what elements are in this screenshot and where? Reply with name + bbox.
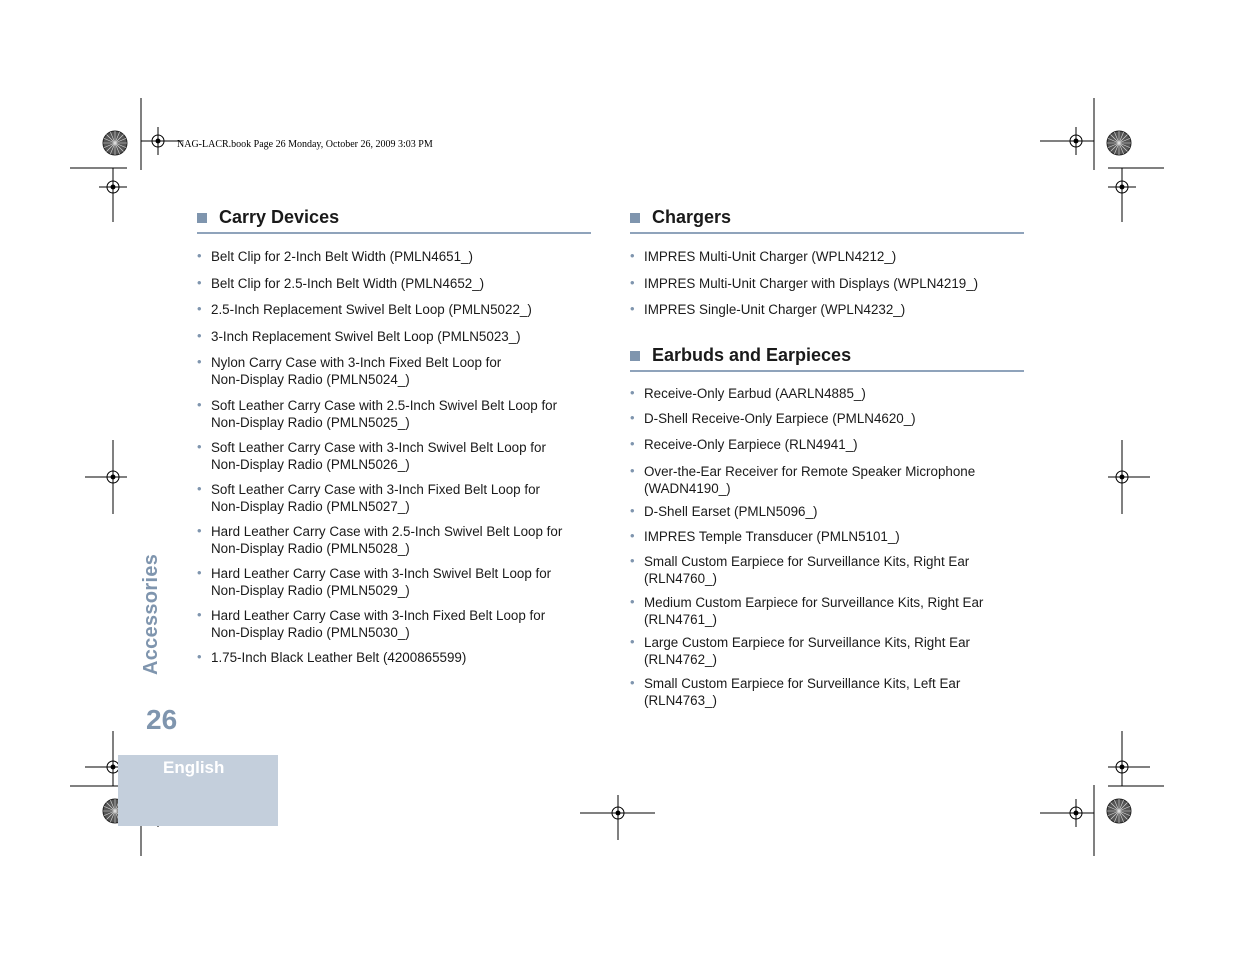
list-item (197, 276, 484, 293)
list-item-text: D-Shell Earset (PMLN5096_) (644, 504, 818, 519)
heading-square-icon (197, 213, 207, 223)
bullet-icon: • (630, 634, 635, 649)
list-item-text: Hard Leather Carry Case with 3-Inch Swivel Belt Loop for (211, 566, 552, 581)
bullet-icon: • (630, 503, 635, 518)
bullet-icon: • (197, 397, 202, 412)
list-item (630, 411, 916, 428)
list-item-text: Nylon Carry Case with 3-Inch Fixed Belt Loop for (211, 355, 502, 370)
list-item-text: Soft Leather Carry Case with 3-Inch Fixed Belt Loop for (211, 482, 540, 497)
list-item-text: (RLN4763_) (644, 692, 717, 708)
bullet-icon: • (630, 463, 635, 478)
bullet-icon: • (197, 248, 202, 263)
list-item-text: Hard Leather Carry Case with 2.5-Inch Swivel Belt Loop for (211, 524, 563, 539)
list-item (630, 276, 978, 293)
list-item-text: (WADN4190_) (644, 480, 731, 496)
list-item-text: D-Shell Receive-Only Earpiece (PMLN4620_) (644, 411, 916, 426)
page-number: 26 (146, 704, 178, 735)
bullet-icon: • (630, 675, 635, 690)
bullet-icon: • (197, 328, 202, 343)
list-item (630, 529, 900, 546)
earbuds-heading (630, 345, 1024, 372)
list-item (630, 595, 983, 628)
language-label: English (163, 758, 225, 777)
list-item-text: 3-Inch Replacement Swivel Belt Loop (PMLN5023_) (211, 329, 521, 344)
earbuds-title: Earbuds and Earpieces (652, 345, 852, 365)
list-item (197, 524, 562, 557)
list-item-text: Non-Display Radio (PMLN5024_) (211, 371, 410, 387)
heading-square-icon (630, 213, 640, 223)
bullet-icon: • (197, 301, 202, 316)
list-item-text: Non-Display Radio (PMLN5029_) (211, 582, 410, 598)
earbuds-section (630, 345, 1024, 372)
list-item (630, 504, 817, 521)
list-item-text: IMPRES Multi-Unit Charger (WPLN4212_) (644, 249, 897, 264)
list-item-text: IMPRES Single-Unit Charger (WPLN4232_) (644, 302, 906, 317)
list-item (630, 464, 975, 497)
list-item-text: Non-Display Radio (PMLN5027_) (211, 498, 410, 514)
list-item-text: Receive-Only Earpiece (RLN4941_) (644, 437, 858, 452)
list-item-text: Receive-Only Earbud (AARLN4885_) (644, 386, 866, 401)
list-item-text: Small Custom Earpiece for Surveillance Kits, Left Ear (644, 676, 961, 691)
list-item (197, 249, 473, 266)
carry-devices-section (197, 207, 591, 234)
list-item (197, 355, 501, 388)
bullet-icon: • (197, 275, 202, 290)
bullet-icon: • (630, 410, 635, 425)
section-side-label: Accessories (140, 553, 162, 675)
bullet-icon: • (197, 607, 202, 622)
bullet-icon: • (197, 481, 202, 496)
bullet-icon: • (630, 275, 635, 290)
list-item-text: Over-the-Ear Receiver for Remote Speaker Microphone (644, 464, 976, 479)
language-tab (118, 755, 278, 826)
bullet-icon: • (630, 528, 635, 543)
bullet-icon: • (197, 649, 202, 664)
bullet-icon: • (630, 301, 635, 316)
list-item (630, 635, 970, 668)
carry-devices-title: Carry Devices (219, 207, 340, 227)
list-item (630, 554, 969, 587)
list-item-text: Belt Clip for 2-Inch Belt Width (PMLN4651_) (211, 249, 473, 264)
heading-square-icon (630, 351, 640, 361)
list-item-text: Hard Leather Carry Case with 3-Inch Fixed Belt Loop for (211, 608, 546, 623)
list-item-text: (RLN4761_) (644, 611, 717, 627)
chargers-heading (630, 207, 1024, 234)
list-item-text: IMPRES Multi-Unit Charger with Displays (WPLN4219_) (644, 276, 979, 291)
list-item (630, 676, 960, 709)
list-item-text: 2.5-Inch Replacement Swivel Belt Loop (PMLN5022_) (211, 302, 532, 317)
bullet-icon: • (630, 594, 635, 609)
list-item-text: IMPRES Temple Transducer (PMLN5101_) (644, 529, 900, 544)
list-item-text: Soft Leather Carry Case with 3-Inch Swivel Belt Loop for (211, 440, 546, 455)
list-item-text: Large Custom Earpiece for Surveillance Kits, Right Ear (644, 635, 970, 650)
list-item (197, 566, 551, 599)
list-item (630, 249, 896, 266)
bullet-icon: • (630, 436, 635, 451)
list-item (197, 302, 532, 319)
list-item-text: Belt Clip for 2.5-Inch Belt Width (PMLN4652_) (211, 276, 485, 291)
list-item-text: Non-Display Radio (PMLN5030_) (211, 624, 410, 640)
list-item-text: 1.75-Inch Black Leather Belt (4200865599) (211, 650, 467, 665)
bullet-icon: • (197, 354, 202, 369)
list-item (197, 482, 540, 515)
list-item-text: Soft Leather Carry Case with 2.5-Inch Swivel Belt Loop for (211, 398, 558, 413)
list-item-text: Small Custom Earpiece for Surveillance Kits, Right Ear (644, 554, 970, 569)
list-item (197, 398, 557, 431)
book-header-line: NAG-LACR.book Page 26 Monday, October 26, 2009 3:03 PM (177, 139, 433, 150)
list-item (630, 386, 866, 403)
list-item (630, 302, 905, 319)
list-item-text: Non-Display Radio (PMLN5025_) (211, 414, 410, 430)
bullet-icon: • (630, 385, 635, 400)
list-item (197, 650, 466, 667)
bullet-icon: • (630, 248, 635, 263)
list-item-text: Medium Custom Earpiece for Surveillance Kits, Right Ear (644, 595, 984, 610)
list-item-text: Non-Display Radio (PMLN5028_) (211, 540, 410, 556)
bullet-icon: • (197, 523, 202, 538)
bullet-icon: • (197, 565, 202, 580)
list-item-text: (RLN4760_) (644, 570, 717, 586)
list-item (630, 437, 858, 454)
list-item (197, 608, 545, 641)
bullet-icon: • (197, 439, 202, 454)
chargers-section (630, 207, 1024, 234)
carry-devices-heading (197, 207, 591, 234)
list-item (197, 440, 546, 473)
chargers-title: Chargers (652, 207, 732, 227)
list-item (197, 329, 521, 346)
list-item-text: Non-Display Radio (PMLN5026_) (211, 456, 410, 472)
list-item-text: (RLN4762_) (644, 651, 717, 667)
bullet-icon: • (630, 553, 635, 568)
